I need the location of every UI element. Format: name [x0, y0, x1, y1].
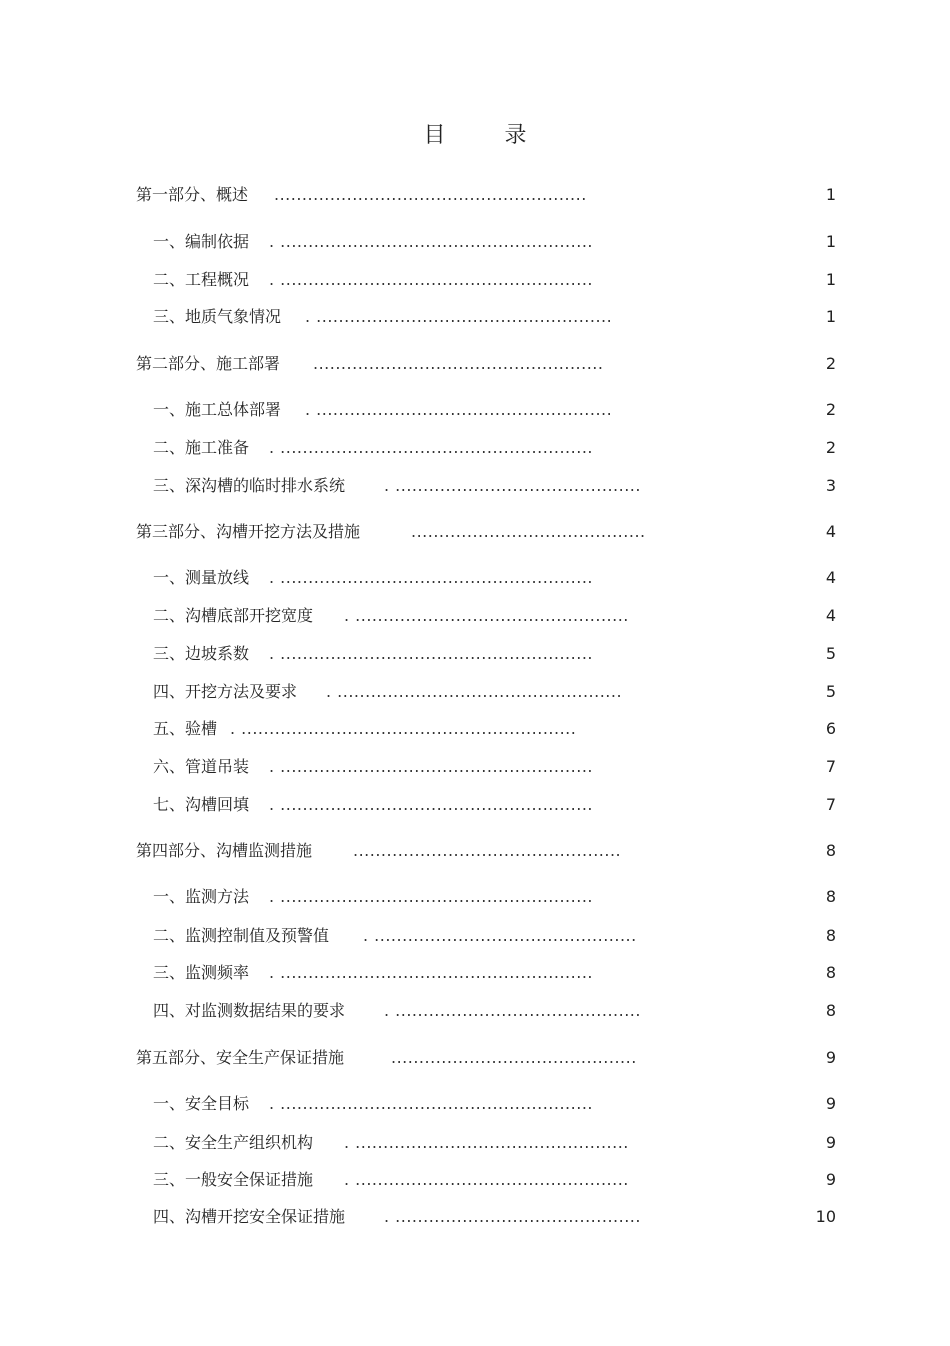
toc-section-entry[interactable]: [0, 717, 950, 741]
toc-entry-label: 三、深沟槽的临时排水系统: [153, 476, 346, 495]
toc-dot-leader: . .................................................: [344, 1133, 629, 1152]
toc-page-number: 5: [825, 644, 836, 663]
toc-page-number: 6: [825, 719, 836, 738]
toc-page-number: 7: [825, 757, 836, 776]
toc-page-number: 2: [825, 438, 836, 457]
toc-page-number: 10: [815, 1207, 836, 1226]
toc-dot-leader: . ........................................................: [269, 232, 593, 251]
toc-page-number: 1: [825, 185, 836, 204]
toc-entry-label: 六、管道吊装: [153, 757, 250, 776]
toc-page-number: 7: [825, 795, 836, 814]
toc-entry-label: 三、边坡系数: [153, 644, 250, 663]
toc-section-entry[interactable]: [0, 566, 950, 590]
toc-section-entry[interactable]: [0, 1092, 950, 1116]
toc-section-entry[interactable]: [0, 1168, 950, 1192]
toc-dot-leader: . ...............................................: [363, 926, 637, 945]
toc-page-number: 4: [825, 568, 836, 587]
toc-section-entry[interactable]: [0, 961, 950, 985]
toc-page-number: 9: [825, 1170, 836, 1189]
toc-entry-label: 二、工程概况: [153, 270, 250, 289]
toc-part-entry[interactable]: [0, 1046, 950, 1070]
toc-dot-leader: ........................................................: [274, 185, 587, 204]
toc-entry-label: 二、安全生产组织机构: [153, 1133, 314, 1152]
toc-section-entry[interactable]: [0, 398, 950, 422]
toc-dot-leader: . ........................................................: [269, 644, 593, 663]
toc-dot-leader: ..........................................: [411, 522, 646, 541]
toc-entry-label: 第三部分、沟槽开挖方法及措施: [136, 522, 361, 541]
toc-section-entry[interactable]: [0, 1205, 950, 1229]
toc-page-number: 1: [825, 270, 836, 289]
toc-dot-leader: . ........................................................: [269, 1094, 593, 1113]
toc-entry-label: 第五部分、安全生产保证措施: [136, 1048, 345, 1067]
toc-section-entry[interactable]: [0, 474, 950, 498]
toc-dot-leader: . ...................................................: [326, 682, 623, 701]
toc-dot-leader: . .................................................: [344, 1170, 629, 1189]
toc-dot-leader: . ........................................................: [269, 270, 593, 289]
toc-section-entry[interactable]: [0, 436, 950, 460]
toc-entry-label: 二、施工准备: [153, 438, 250, 457]
toc-section-entry[interactable]: [0, 268, 950, 292]
toc-page-number: 9: [825, 1133, 836, 1152]
toc-entry-label: 三、地质气象情况: [153, 307, 282, 326]
toc-page-number: 9: [825, 1094, 836, 1113]
toc-section-entry[interactable]: [0, 755, 950, 779]
toc-dot-leader: . ........................................................: [269, 757, 593, 776]
toc-dot-leader: . .....................................................: [305, 400, 613, 419]
toc-dot-leader: . .....................................................: [305, 307, 613, 326]
toc-page-number: 1: [825, 307, 836, 326]
toc-section-entry[interactable]: [0, 680, 950, 704]
toc-dot-leader: . ........................................................: [269, 963, 593, 982]
toc-entry-label: 四、沟槽开挖安全保证措施: [153, 1207, 346, 1226]
toc-section-entry[interactable]: [0, 924, 950, 948]
toc-section-entry[interactable]: [0, 642, 950, 666]
toc-page-number: 1: [825, 232, 836, 251]
toc-entry-label: 七、沟槽回填: [153, 795, 250, 814]
toc-section-entry[interactable]: [0, 999, 950, 1023]
toc-page-number: 8: [825, 887, 836, 906]
toc-page-number: 2: [825, 400, 836, 419]
toc-dot-leader: . .................................................: [344, 606, 629, 625]
toc-entry-label: 第二部分、施工部署: [136, 354, 281, 373]
toc-page-number: 8: [825, 926, 836, 945]
toc-section-entry[interactable]: [0, 1131, 950, 1155]
page-title: 目 录: [423, 123, 553, 148]
toc-dot-leader: . ........................................................: [269, 887, 593, 906]
toc-dot-leader: ................................................: [353, 841, 622, 860]
toc-dot-leader: . ............................................: [384, 1001, 641, 1020]
toc-entry-label: 一、监测方法: [153, 887, 250, 906]
toc-page-number: 8: [825, 1001, 836, 1020]
toc-dot-leader: . ............................................................: [230, 719, 577, 738]
toc-entry-label: 一、编制依据: [153, 232, 250, 251]
toc-dot-leader: . ............................................: [384, 1207, 641, 1226]
toc-page-number: 5: [825, 682, 836, 701]
toc-page-number: 8: [825, 841, 836, 860]
toc-section-entry[interactable]: [0, 793, 950, 817]
toc-part-entry[interactable]: [0, 839, 950, 863]
toc-entry-label: 第一部分、概述: [136, 185, 249, 204]
toc-page-number: 3: [825, 476, 836, 495]
toc-entry-label: 第四部分、沟槽监测措施: [136, 841, 313, 860]
toc-dot-leader: . ........................................................: [269, 568, 593, 587]
toc-dot-leader: . ........................................................: [269, 438, 593, 457]
toc-section-entry[interactable]: [0, 885, 950, 909]
toc-page-number: 9: [825, 1048, 836, 1067]
toc-dot-leader: . ........................................................: [269, 795, 593, 814]
toc-section-entry[interactable]: [0, 230, 950, 254]
toc-dot-leader: ....................................................: [313, 354, 604, 373]
toc-entry-label: 三、监测频率: [153, 963, 250, 982]
toc-page-number: 4: [825, 606, 836, 625]
toc-part-entry[interactable]: [0, 183, 950, 207]
toc-entry-label: 一、施工总体部署: [153, 400, 282, 419]
toc-entry-label: 一、安全目标: [153, 1094, 250, 1113]
toc-section-entry[interactable]: [0, 305, 950, 329]
toc-entry-label: 一、测量放线: [153, 568, 250, 587]
toc-entry-label: 五、验槽: [153, 719, 218, 738]
toc-part-entry[interactable]: [0, 352, 950, 376]
toc-page-number: 4: [825, 522, 836, 541]
toc-page-number: 8: [825, 963, 836, 982]
toc-dot-leader: ............................................: [391, 1048, 637, 1067]
toc-section-entry[interactable]: [0, 604, 950, 628]
toc-page-number: 2: [825, 354, 836, 373]
toc-entry-label: 四、开挖方法及要求: [153, 682, 298, 701]
toc-entry-label: 四、对监测数据结果的要求: [153, 1001, 346, 1020]
toc-entry-label: 二、沟槽底部开挖宽度: [153, 606, 314, 625]
toc-dot-leader: . ............................................: [384, 476, 641, 495]
toc-entry-label: 二、监测控制值及预警值: [153, 926, 330, 945]
toc-entry-label: 三、一般安全保证措施: [153, 1170, 314, 1189]
toc-part-entry[interactable]: [0, 520, 950, 544]
